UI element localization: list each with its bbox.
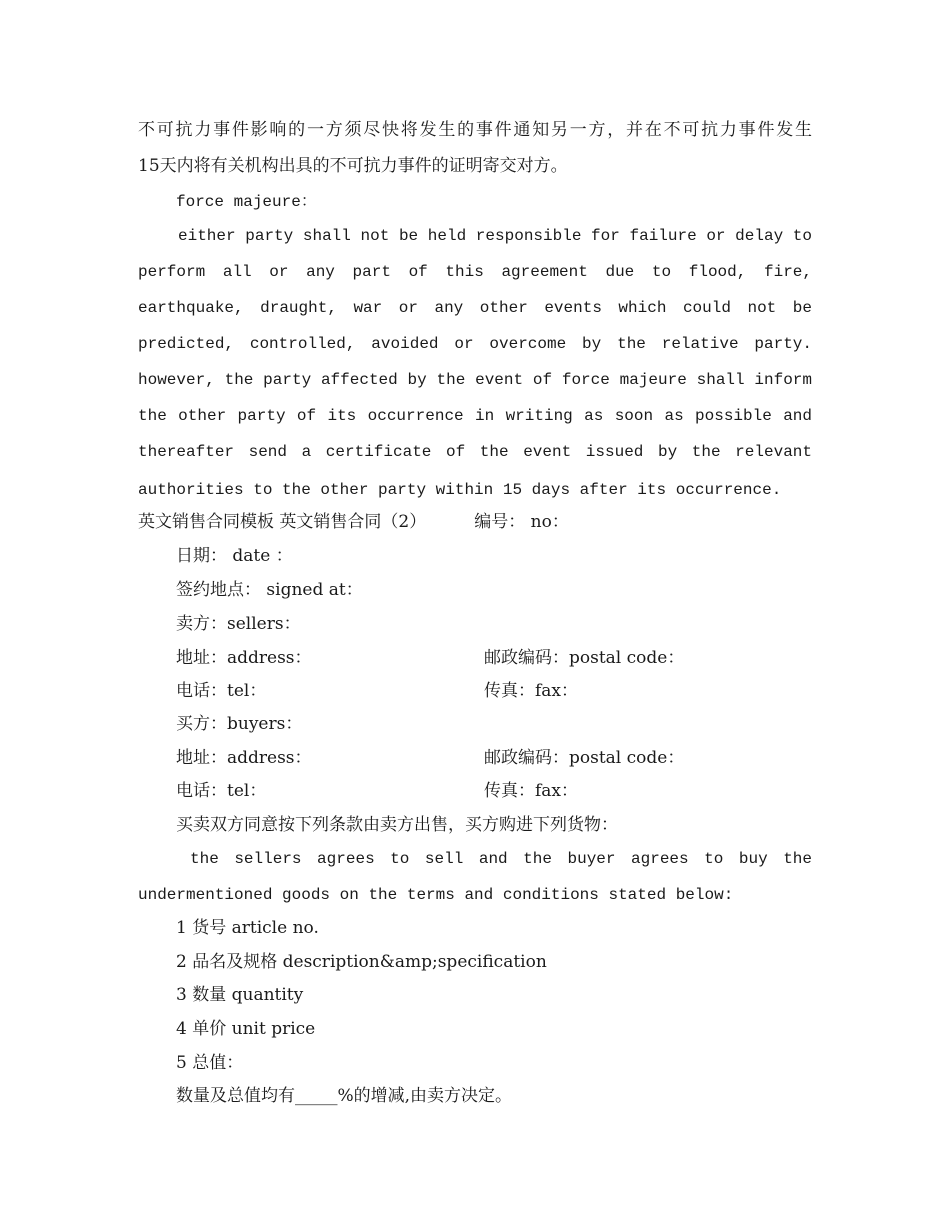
- item-quantity: 3 数量 quantity: [176, 985, 304, 1005]
- tolerance-clause: 数量及总值均有_____%的增减,由卖方决定。: [176, 1086, 513, 1106]
- seller-postal-field: 邮政编码：postal code：: [484, 648, 685, 668]
- agreement-zh: 买卖双方同意按下列条款由卖方出售，买方购进下列货物：: [176, 815, 618, 835]
- contract-title: 英文销售合同模板 英文销售合同（2）: [138, 512, 427, 532]
- force-majeure-line-6: the other party of its occurrence in writing as soon as possible and: [138, 407, 812, 425]
- force-majeure-line-8: authorities to the other party within 15 days after its occurrence.: [138, 481, 782, 499]
- contract-number-label: 编号： no：: [474, 512, 569, 532]
- buyers-field: 买方：buyers：: [176, 714, 303, 734]
- signed-at-field: 签约地点： signed at：: [176, 580, 363, 600]
- agreement-en-line2: undermentioned goods on the terms and conditions stated below:: [138, 886, 734, 904]
- buyer-fax-field: 传真：fax：: [484, 781, 579, 801]
- contract-title-row: [138, 512, 569, 532]
- force-majeure-line-3: earthquake, draught, war or any other events which could not be: [138, 299, 812, 317]
- date-field: 日期： date ：: [176, 546, 293, 566]
- seller-fax-field: 传真：fax：: [484, 681, 579, 701]
- buyer-tel-field: 电话：tel：: [176, 781, 267, 801]
- item-unit-price: 4 单价 unit price: [176, 1019, 316, 1039]
- force-majeure-heading: force majeure：: [176, 193, 317, 211]
- para1-line2: 15天内将有关机构出具的不可抗力事件的证明寄交对方。: [138, 156, 568, 176]
- seller-tel-field: 电话：tel：: [176, 681, 267, 701]
- force-majeure-line-5: however, the party affected by the event of force majeure shall inform: [138, 371, 812, 389]
- para1-line1: 不可抗力事件影响的一方须尽快将发生的事件通知另一方，并在不可抗力事件发生: [138, 120, 812, 140]
- force-majeure-line-2: perform all or any part of this agreement due to flood, fire,: [138, 263, 812, 281]
- force-majeure-line-7: thereafter send a certificate of the event issued by the relevant: [138, 443, 812, 461]
- seller-address-field: 地址：address：: [176, 648, 312, 668]
- buyer-postal-field: 邮政编码：postal code：: [484, 748, 685, 768]
- buyer-address-field: 地址：address：: [176, 748, 312, 768]
- force-majeure-line-4: predicted, controlled, avoided or overcome by the relative party.: [138, 335, 812, 353]
- sellers-field: 卖方：sellers：: [176, 614, 301, 634]
- item-description: 2 品名及规格 description&amp;specification: [176, 952, 547, 972]
- item-article-no: 1 货号 article no.: [176, 918, 319, 938]
- agreement-en-line1: the sellers agrees to sell and the buyer agrees to buy the: [190, 850, 812, 868]
- force-majeure-line-1: either party shall not be held responsible for failure or delay to: [178, 227, 812, 245]
- item-total-value: 5 总值：: [176, 1053, 244, 1073]
